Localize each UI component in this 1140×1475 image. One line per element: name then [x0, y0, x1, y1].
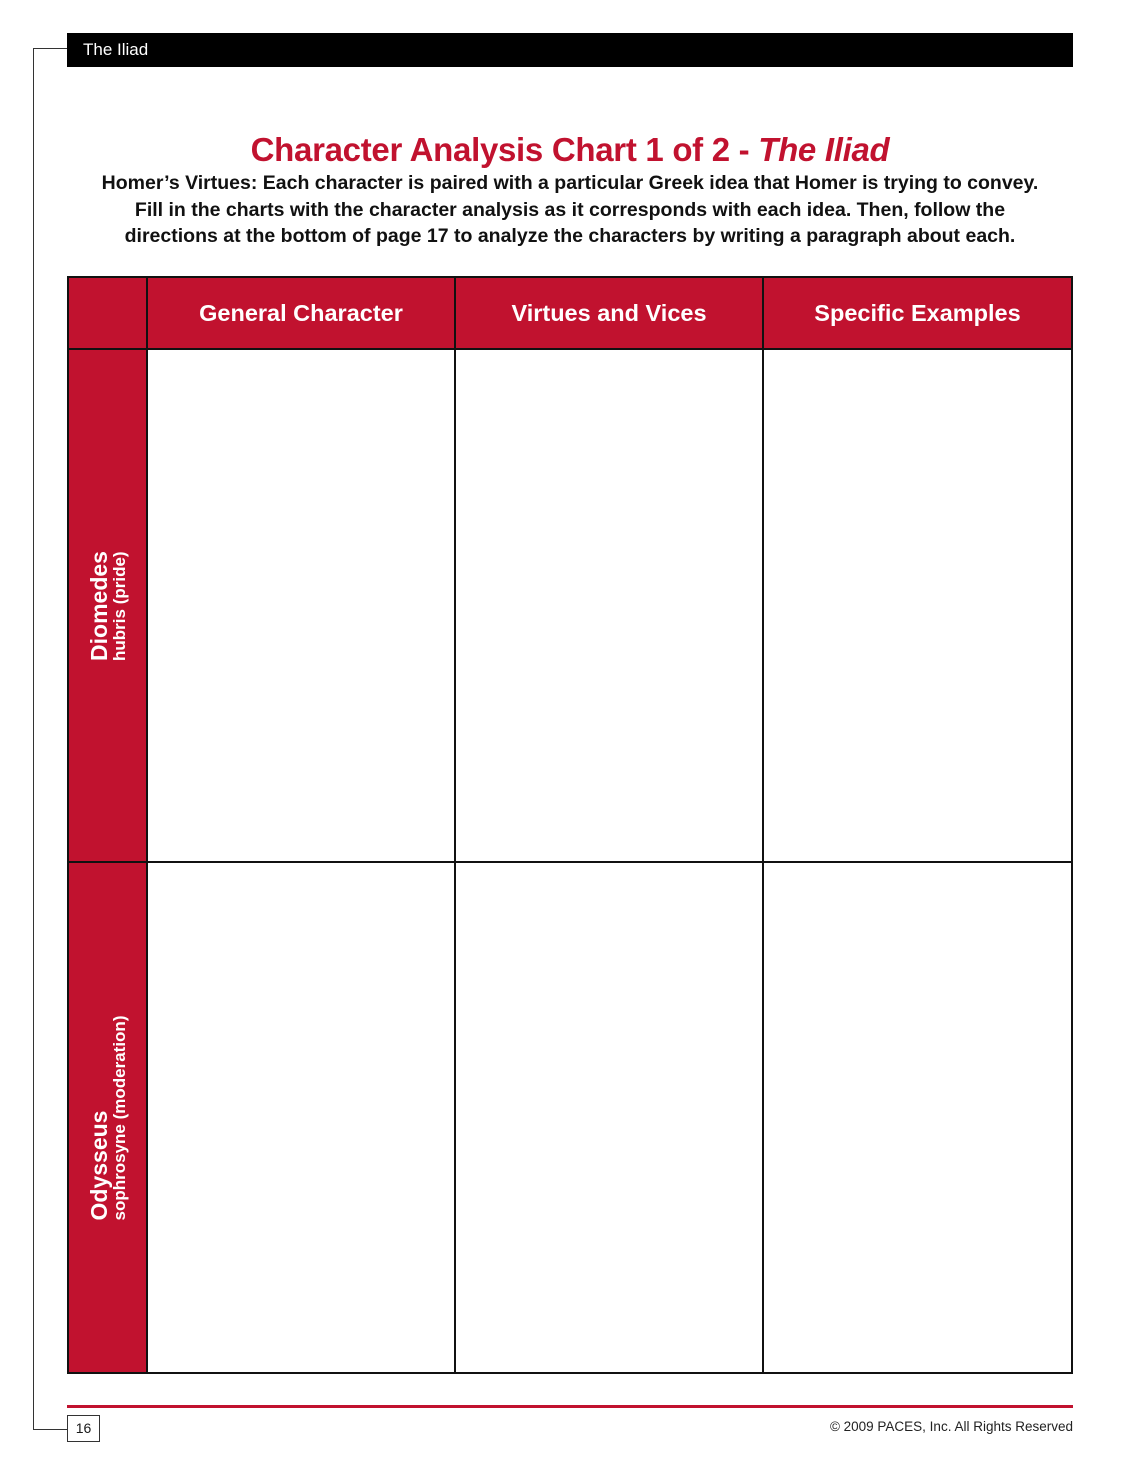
copyright-notice: © 2009 PACES, Inc. All Rights Reserved — [829, 1419, 1073, 1434]
column-header-virtues-and-vices — [456, 278, 764, 350]
row-header-label — [87, 1015, 129, 1220]
row-header-diomedes — [69, 350, 148, 862]
character-name: Diomedes — [85, 551, 112, 661]
instructions-line-3: directions at the bottom of page 17 to analyze the characters by writing a paragraph about each. — [124, 225, 1016, 247]
odysseus-specific-examples-cell[interactable] — [764, 863, 1071, 1372]
odysseus-general-character-cell[interactable] — [148, 863, 456, 1372]
footer-rule — [67, 1405, 1073, 1408]
character-idea: sophrosyne (moderation) — [109, 1015, 129, 1220]
corner-header-cell — [69, 278, 148, 350]
instructions-line-1: Homer’s Virtues: Each character is paired with a particular Greek idea that Homer is trying to convey. — [101, 172, 1039, 194]
page-title-italic: The Iliad — [758, 131, 890, 168]
character-analysis-table — [67, 276, 1073, 1374]
column-header-general-character — [148, 278, 456, 350]
row-header-odysseus — [69, 863, 148, 1372]
page-title-main: Character Analysis Chart 1 of 2 - — [250, 131, 759, 168]
character-idea: hubris (pride) — [109, 551, 129, 661]
column-header-label: Virtues and Vices — [511, 299, 707, 326]
instructions-line-2: Fill in the charts with the character analysis as it corresponds with each idea. Then, follow the — [134, 198, 1006, 221]
column-header-label: Specific Examples — [814, 299, 1021, 326]
diomedes-virtues-and-vices-cell[interactable] — [456, 350, 764, 862]
character-name: Odysseus — [85, 1110, 112, 1220]
running-header-title: The Iliad — [83, 40, 149, 59]
margin-bracket-bottom — [33, 1429, 68, 1430]
page-number: 16 — [67, 1415, 100, 1442]
column-header-label: General Character — [199, 299, 403, 326]
column-header-specific-examples — [764, 278, 1071, 350]
margin-bracket-line — [33, 48, 34, 1430]
row-header-label — [87, 551, 129, 661]
margin-bracket-top — [33, 48, 68, 49]
diomedes-general-character-cell[interactable] — [148, 350, 456, 862]
diomedes-specific-examples-cell[interactable] — [764, 350, 1071, 862]
instructions — [55, 170, 1085, 250]
odysseus-virtues-and-vices-cell[interactable] — [456, 863, 764, 1372]
page-title — [67, 128, 1073, 172]
running-header — [67, 33, 1073, 67]
